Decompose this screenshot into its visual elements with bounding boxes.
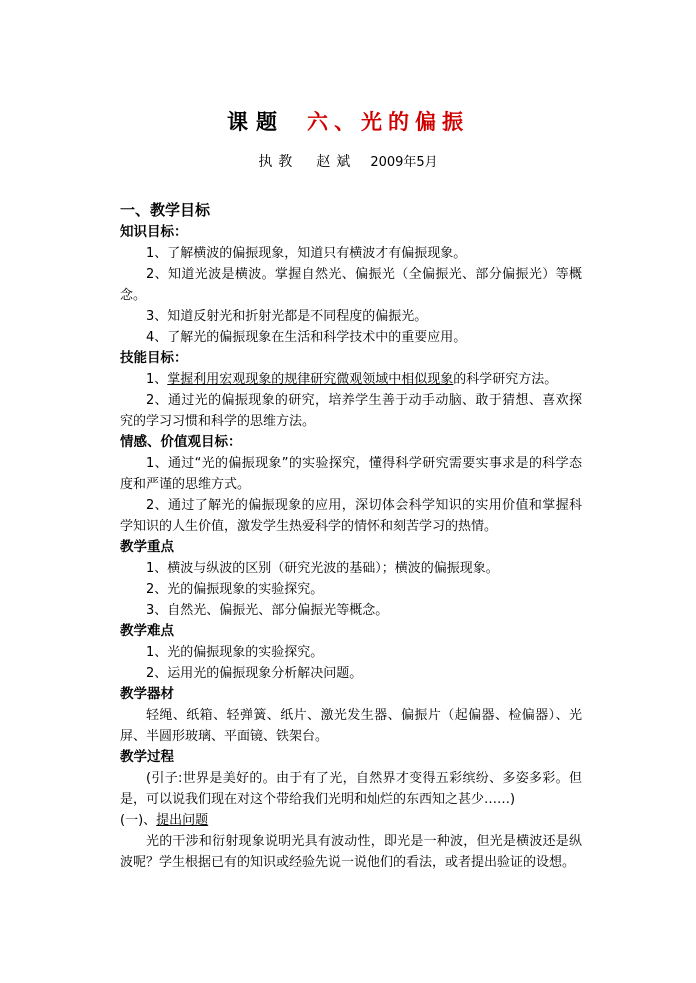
knowledge-item: 2、知道光波是横波。掌握自然光、偏振光（全偏振光、部分偏振光）等概念。 <box>120 267 582 303</box>
emotion-item: 2、通过了解光的偏振现象的应用，深切体会科学知识的实用价值和掌握科学知识的人生价值，激发学生热爱科学的情怀和刻苦学习的热情。 <box>120 498 582 534</box>
section-heading-objectives: 一、教学目标 <box>120 201 211 219</box>
knowledge-item: 1、了解横波的偏振现象，知道只有横波才有偏振现象。 <box>146 246 467 261</box>
emotion-heading: 情感、价值观目标： <box>120 434 242 450</box>
difficulty-item: 2、运用光的偏振现象分析解决问题。 <box>146 666 363 681</box>
author-name: 赵斌 <box>316 154 357 170</box>
process-intro: (引子:世界是美好的。由于有了光，自然界才变得五彩缤纷、多姿多彩。但是，可以说我们现在对这个带给我们光明和灿烂的东西知之甚少……) <box>120 771 582 807</box>
equipment-heading: 教学器材 <box>120 686 174 702</box>
process-subheading <box>120 810 582 831</box>
difficulty-item: 1、光的偏振现象的实验探究。 <box>146 645 324 660</box>
author-label: 执教 <box>258 154 299 170</box>
document-body <box>120 198 582 894</box>
lesson-title <box>0 106 696 136</box>
title-prefix: 课题 <box>227 110 285 134</box>
key-points-heading: 教学重点 <box>120 539 174 555</box>
knowledge-heading: 知识目标： <box>120 224 188 240</box>
process-paragraph: 光的干涉和衍射现象说明光具有波动性，即光是一种波，但光是横波还是纵波呢？学生根据已有的知识或经验先说一说他们的看法，或者提出验证的设想。 <box>120 834 582 870</box>
key-point-item: 3、自然光、偏振光、部分偏振光等概念。 <box>146 603 389 618</box>
key-point-item: 2、光的偏振现象的实验探究。 <box>146 582 324 597</box>
knowledge-item: 4、了解光的偏振现象在生活和科学技术中的重要应用。 <box>146 330 467 345</box>
equipment-text: 轻绳、纸箱、轻弹簧、纸片、激光发生器、偏振片（起偏器、检偏器）、光屏、半圆形玻璃、平面镜、铁架台。 <box>120 708 582 744</box>
skill-item-underlined: 掌握利用宏观现象的规律研究微观领域中相似现象 <box>167 372 454 387</box>
difficulties-heading: 教学难点 <box>120 623 174 639</box>
lesson-date: 2009年5月 <box>370 155 438 170</box>
skill-item <box>120 369 582 390</box>
title-main: 六、光的偏振 <box>307 110 469 134</box>
skill-item-prefix: 1、 <box>146 372 168 387</box>
process-sub-title: 提出问题 <box>156 813 209 828</box>
author-line <box>0 151 696 171</box>
process-sub-label: (一)、 <box>120 813 157 828</box>
process-heading: 教学过程 <box>120 749 174 765</box>
skill-item: 2、通过光的偏振现象的研究，培养学生善于动手动脑、敢于猜想、喜欢探究的学习习惯和科学的思维方法。 <box>120 393 582 429</box>
key-point-item: 1、横波与纵波的区别（研究光波的基础）；横波的偏振现象。 <box>146 561 499 576</box>
knowledge-item: 3、知道反射光和折射光都是不同程度的偏振光。 <box>146 309 428 324</box>
emotion-item: 1、通过“光的偏振现象”的实验探究，懂得科学研究需要实事求是的科学态度和严谨的思维方式。 <box>120 456 582 492</box>
skill-item-suffix: 的科学研究方法。 <box>453 372 558 387</box>
skill-heading: 技能目标： <box>120 350 188 366</box>
